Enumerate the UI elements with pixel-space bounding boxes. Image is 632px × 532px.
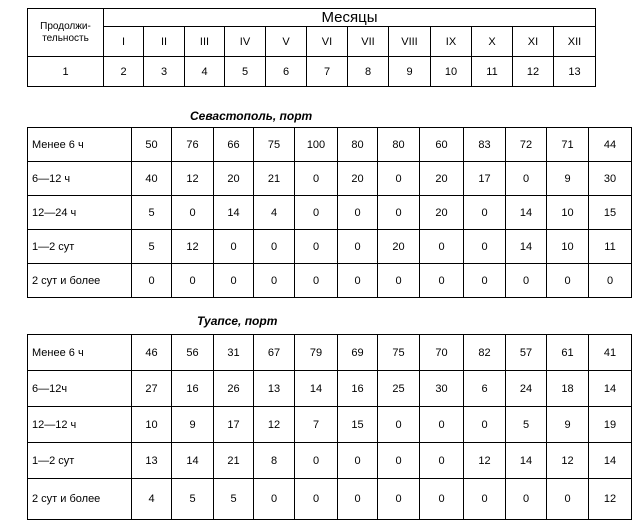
table-cell: 12 [254, 407, 295, 443]
table-cell: 0 [420, 230, 464, 264]
column-number: 7 [307, 57, 348, 87]
table-cell: 0 [172, 264, 214, 298]
months-title: Месяцы [104, 9, 596, 27]
table-cell: 0 [378, 162, 420, 196]
table-cell: 5 [214, 479, 254, 520]
table-cell: 16 [172, 371, 214, 407]
column-number: 13 [554, 57, 596, 87]
table-cell: 69 [338, 335, 378, 371]
table-cell: 14 [506, 196, 547, 230]
table-cell: 0 [464, 230, 506, 264]
table-cell: 0 [295, 443, 338, 479]
table-cell: 4 [132, 479, 172, 520]
table-cell: 18 [547, 371, 589, 407]
table-cell: 79 [295, 335, 338, 371]
section-caption-sevastopol: Севастополь, порт [190, 109, 313, 123]
table-cell: 0 [295, 230, 338, 264]
table-cell: 46 [132, 335, 172, 371]
table-cell: 14 [589, 371, 632, 407]
data-table-sevastopol [27, 127, 632, 298]
row-label: 1—2 сут [28, 230, 132, 264]
table-cell: 20 [338, 162, 378, 196]
table-cell: 0 [378, 264, 420, 298]
table-cell: 0 [420, 264, 464, 298]
table-cell: 61 [547, 335, 589, 371]
column-number: 9 [389, 57, 431, 87]
table-cell: 0 [506, 264, 547, 298]
table-cell: 60 [420, 128, 464, 162]
row-label: 2 сут и более [28, 264, 132, 298]
table-cell: 67 [254, 335, 295, 371]
column-number: 3 [144, 57, 185, 87]
row-label: 6—12ч [28, 371, 132, 407]
month-header: VI [307, 27, 348, 57]
row-label: 2 сут и более [28, 479, 132, 520]
column-number: 1 [28, 57, 104, 87]
table-cell: 0 [464, 196, 506, 230]
table-cell: 0 [295, 264, 338, 298]
table-cell: 0 [338, 230, 378, 264]
table-cell: 0 [254, 230, 295, 264]
table-cell: 44 [589, 128, 632, 162]
table-cell: 80 [378, 128, 420, 162]
table-cell: 17 [214, 407, 254, 443]
table-cell: 31 [214, 335, 254, 371]
duration-header: Продолжи-тельность [28, 9, 104, 57]
table-cell: 57 [506, 335, 547, 371]
table-cell: 20 [214, 162, 254, 196]
table-cell: 0 [338, 443, 378, 479]
table-cell: 0 [589, 264, 632, 298]
table-cell: 0 [132, 264, 172, 298]
month-header: X [472, 27, 513, 57]
table-cell: 14 [506, 443, 547, 479]
month-header: IV [225, 27, 266, 57]
table-cell: 14 [172, 443, 214, 479]
table-cell: 5 [506, 407, 547, 443]
row-label: 12—24 ч [28, 196, 132, 230]
table-cell: 0 [378, 479, 420, 520]
month-header: VIII [389, 27, 431, 57]
table-cell: 10 [547, 230, 589, 264]
table-row [28, 196, 632, 230]
table-cell: 6 [464, 371, 506, 407]
table-cell: 0 [338, 196, 378, 230]
table-cell: 14 [295, 371, 338, 407]
month-header: V [266, 27, 307, 57]
column-number: 6 [266, 57, 307, 87]
table-cell: 5 [132, 230, 172, 264]
table-cell: 15 [589, 196, 632, 230]
table-cell: 80 [338, 128, 378, 162]
table-cell: 0 [378, 407, 420, 443]
table-row [28, 335, 632, 371]
table-cell: 17 [464, 162, 506, 196]
table-cell: 41 [589, 335, 632, 371]
month-header: XI [513, 27, 554, 57]
table-cell: 71 [547, 128, 589, 162]
table-cell: 20 [378, 230, 420, 264]
table-row [28, 128, 632, 162]
table-cell: 56 [172, 335, 214, 371]
table-cell: 14 [589, 443, 632, 479]
table-cell: 0 [420, 479, 464, 520]
table-cell: 25 [378, 371, 420, 407]
table-cell: 0 [506, 479, 547, 520]
table-row [28, 443, 632, 479]
row-label: 12—12 ч [28, 407, 132, 443]
column-number: 4 [185, 57, 225, 87]
table-cell: 0 [295, 162, 338, 196]
table-cell: 7 [295, 407, 338, 443]
table-cell: 10 [132, 407, 172, 443]
table-cell: 75 [254, 128, 295, 162]
data-table-tuapse [27, 334, 632, 520]
table-cell: 12 [172, 162, 214, 196]
month-header: VII [348, 27, 389, 57]
table-cell: 5 [132, 196, 172, 230]
table-cell: 75 [378, 335, 420, 371]
table-cell: 0 [172, 196, 214, 230]
table-cell: 13 [132, 443, 172, 479]
table-cell: 0 [378, 196, 420, 230]
row-label: 6—12 ч [28, 162, 132, 196]
table-cell: 24 [506, 371, 547, 407]
table-cell: 72 [506, 128, 547, 162]
header-table [27, 8, 596, 87]
table-cell: 20 [420, 196, 464, 230]
table-cell: 0 [254, 479, 295, 520]
table-row [28, 479, 632, 520]
table-cell: 0 [420, 443, 464, 479]
table-cell: 0 [295, 196, 338, 230]
table-cell: 30 [589, 162, 632, 196]
table-cell: 8 [254, 443, 295, 479]
column-number: 2 [104, 57, 144, 87]
row-label: Менее 6 ч [28, 335, 132, 371]
table-cell: 40 [132, 162, 172, 196]
table-cell: 0 [506, 162, 547, 196]
table-cell: 19 [589, 407, 632, 443]
month-header: IX [431, 27, 472, 57]
month-header: III [185, 27, 225, 57]
table-cell: 0 [378, 443, 420, 479]
table-cell: 21 [254, 162, 295, 196]
table-cell: 0 [295, 479, 338, 520]
table-cell: 5 [172, 479, 214, 520]
table-cell: 0 [214, 230, 254, 264]
table-cell: 10 [547, 196, 589, 230]
table-cell: 0 [464, 479, 506, 520]
column-number: 10 [431, 57, 472, 87]
table-cell: 27 [132, 371, 172, 407]
table-cell: 0 [547, 264, 589, 298]
table-cell: 9 [172, 407, 214, 443]
table-cell: 12 [464, 443, 506, 479]
table-cell: 82 [464, 335, 506, 371]
table-cell: 30 [420, 371, 464, 407]
table-row [28, 407, 632, 443]
table-cell: 0 [338, 479, 378, 520]
month-header: II [144, 27, 185, 57]
table-cell: 0 [464, 407, 506, 443]
table-cell: 9 [547, 162, 589, 196]
table-cell: 14 [214, 196, 254, 230]
table-cell: 21 [214, 443, 254, 479]
table-cell: 20 [420, 162, 464, 196]
table-cell: 0 [464, 264, 506, 298]
row-label: Менее 6 ч [28, 128, 132, 162]
column-number: 5 [225, 57, 266, 87]
table-cell: 0 [420, 407, 464, 443]
month-header: XII [554, 27, 596, 57]
table-cell: 16 [338, 371, 378, 407]
month-header: I [104, 27, 144, 57]
column-number: 8 [348, 57, 389, 87]
column-number: 12 [513, 57, 554, 87]
table-cell: 12 [589, 479, 632, 520]
table-cell: 12 [547, 443, 589, 479]
table-cell: 0 [214, 264, 254, 298]
table-cell: 15 [338, 407, 378, 443]
table-cell: 50 [132, 128, 172, 162]
table-cell: 66 [214, 128, 254, 162]
table-row [28, 371, 632, 407]
table-cell: 0 [547, 479, 589, 520]
table-cell: 13 [254, 371, 295, 407]
table-row [28, 162, 632, 196]
table-cell: 14 [506, 230, 547, 264]
column-number: 11 [472, 57, 513, 87]
table-cell: 0 [254, 264, 295, 298]
table-cell: 26 [214, 371, 254, 407]
table-cell: 4 [254, 196, 295, 230]
row-label: 1—2 сут [28, 443, 132, 479]
table-cell: 76 [172, 128, 214, 162]
table-row [28, 230, 632, 264]
table-cell: 0 [338, 264, 378, 298]
table-cell: 70 [420, 335, 464, 371]
section-caption-tuapse: Туапсе, порт [197, 314, 278, 328]
table-cell: 100 [295, 128, 338, 162]
table-cell: 9 [547, 407, 589, 443]
table-cell: 83 [464, 128, 506, 162]
table-row [28, 264, 632, 298]
table-cell: 11 [589, 230, 632, 264]
table-cell: 12 [172, 230, 214, 264]
